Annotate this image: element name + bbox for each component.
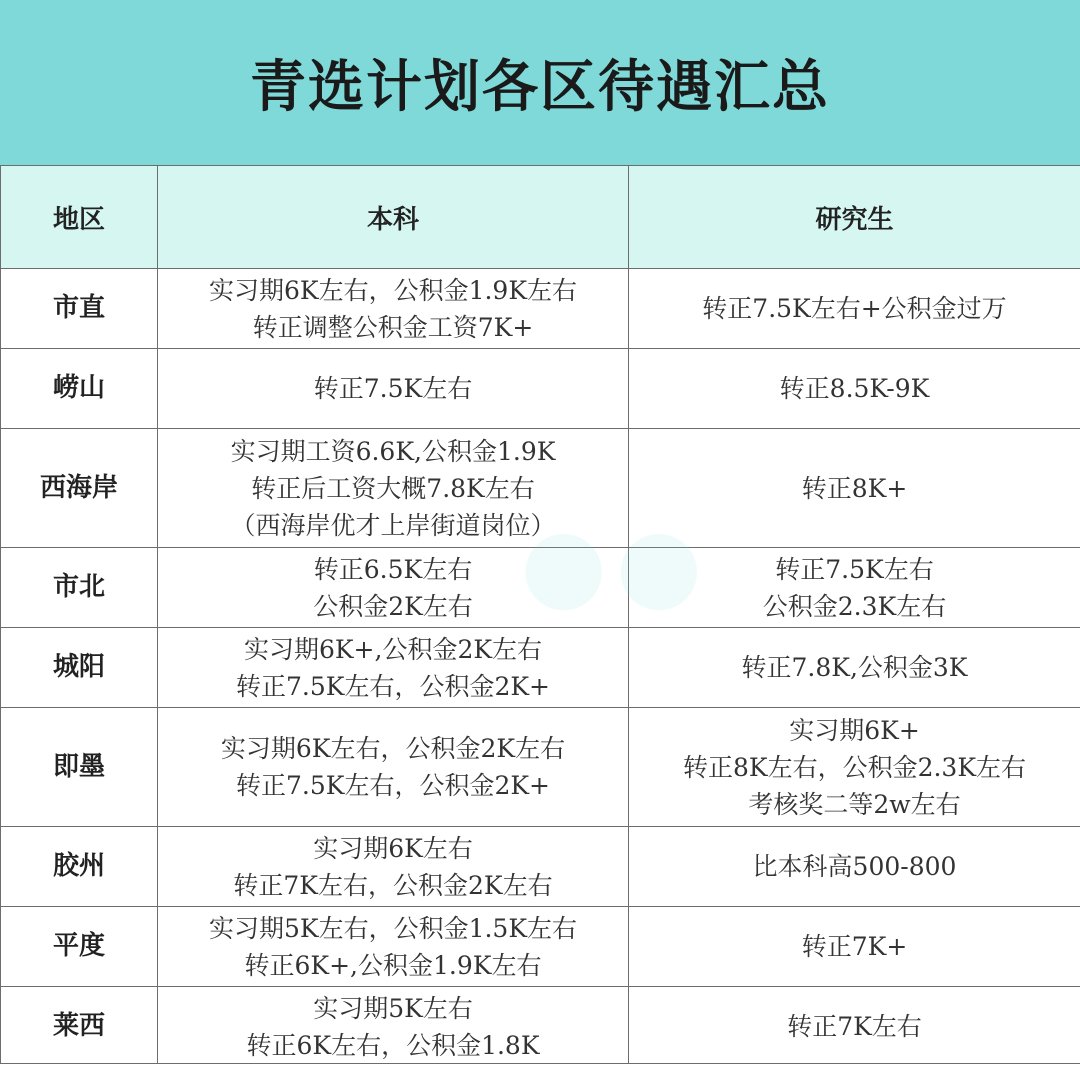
master-cell (629, 548, 1080, 628)
table-row (1, 827, 1080, 907)
master-line: 考核奖二等2w左右 (748, 789, 961, 819)
table-row (1, 429, 1080, 548)
table-row (1, 548, 1080, 628)
header-bachelor: 本科 (158, 166, 629, 269)
bottom-strip (0, 1063, 1080, 1082)
region-cell: 即墨 (1, 708, 158, 827)
region-cell: 市直 (1, 269, 158, 349)
bachelor-cell (158, 548, 629, 628)
bachelor-line: 实习期5K左右 (313, 993, 473, 1023)
master-line: 转正8K+ (801, 473, 908, 503)
master-line: 实习期6K+ (789, 715, 920, 745)
bachelor-line: 实习期5K左右，公积金1.5K左右 (208, 913, 578, 943)
table-row (1, 349, 1080, 429)
bachelor-line: 转正调整公积金工资7K+ (252, 312, 534, 342)
title-banner (0, 0, 1080, 165)
bachelor-cell (158, 907, 629, 987)
master-cell (629, 269, 1080, 349)
bachelor-line: 转正7K左右，公积金2K左右 (233, 870, 553, 900)
master-line: 转正7.5K左右 (775, 554, 934, 584)
table-header-row (1, 166, 1080, 269)
bachelor-line: 实习期6K左右 (313, 833, 473, 863)
bachelor-line: 转正7.5K左右，公积金2K+ (236, 771, 550, 800)
bachelor-line: 实习期6K左右，公积金1.9K左右 (208, 275, 578, 305)
region-cell: 城阳 (1, 628, 158, 708)
bachelor-line: 实习期工资6.6K,公积金1.9K (230, 436, 556, 466)
bachelor-cell (158, 987, 629, 1067)
table-row (1, 269, 1080, 349)
bachelor-line: 实习期6K左右，公积金2K左右 (220, 734, 566, 763)
region-cell: 胶州 (1, 827, 158, 907)
master-line: 转正7.8K,公积金3K (741, 653, 968, 682)
master-line: 比本科高500-800 (752, 852, 957, 881)
master-cell (629, 907, 1080, 987)
bachelor-line: 转正6K左右，公积金1.8K (246, 1030, 540, 1060)
master-cell (629, 708, 1080, 827)
region-cell: 市北 (1, 548, 158, 628)
table-row (1, 708, 1080, 827)
master-cell (629, 827, 1080, 907)
watermark: ●● (520, 505, 711, 622)
master-line: 转正8.5K-9K (779, 374, 930, 403)
bachelor-cell (158, 827, 629, 907)
master-line: 转正8K左右，公积金2.3K左右 (682, 752, 1027, 782)
table-row (1, 628, 1080, 708)
bachelor-line: 转正6.5K左右 (313, 554, 473, 584)
region-cell: 莱西 (1, 987, 158, 1067)
bachelor-line: 转正后工资大概7.8K左右 (251, 473, 535, 503)
master-cell (629, 429, 1080, 548)
bachelor-cell (158, 628, 629, 708)
master-line: 转正7K左右 (787, 1012, 922, 1041)
master-cell (629, 628, 1080, 708)
page-title: 青选计划各区待遇汇总 (250, 54, 830, 120)
bachelor-line: 实习期6K+,公积金2K左右 (243, 634, 543, 664)
header-region: 地区 (1, 166, 158, 269)
bachelor-cell (158, 708, 629, 827)
master-line: 公积金2.3K左右 (762, 591, 947, 621)
bachelor-line: 转正7.5K左右，公积金2K+ (236, 671, 550, 701)
region-cell: 平度 (1, 907, 158, 987)
master-cell (629, 987, 1080, 1067)
region-cell: 崂山 (1, 349, 158, 429)
header-master: 研究生 (629, 166, 1080, 269)
bachelor-cell (158, 349, 629, 429)
master-cell (629, 349, 1080, 429)
bachelor-line: 公积金2K左右 (313, 591, 473, 621)
master-line: 转正7K+ (801, 932, 908, 961)
bachelor-line: （西海岸优才上岸街道岗位） (230, 510, 556, 540)
bachelor-line: 转正6K+,公积金1.9K左右 (244, 950, 542, 980)
master-line: 转正7.5K左右+公积金过万 (702, 294, 1007, 323)
table-container (0, 165, 1080, 1067)
table-body (1, 269, 1080, 1067)
bachelor-cell (158, 269, 629, 349)
salary-table (0, 165, 1080, 1067)
bachelor-line: 转正7.5K左右 (313, 374, 473, 403)
region-cell: 西海岸 (1, 429, 158, 548)
table-row (1, 907, 1080, 987)
table-row (1, 987, 1080, 1067)
bachelor-cell (158, 429, 629, 548)
